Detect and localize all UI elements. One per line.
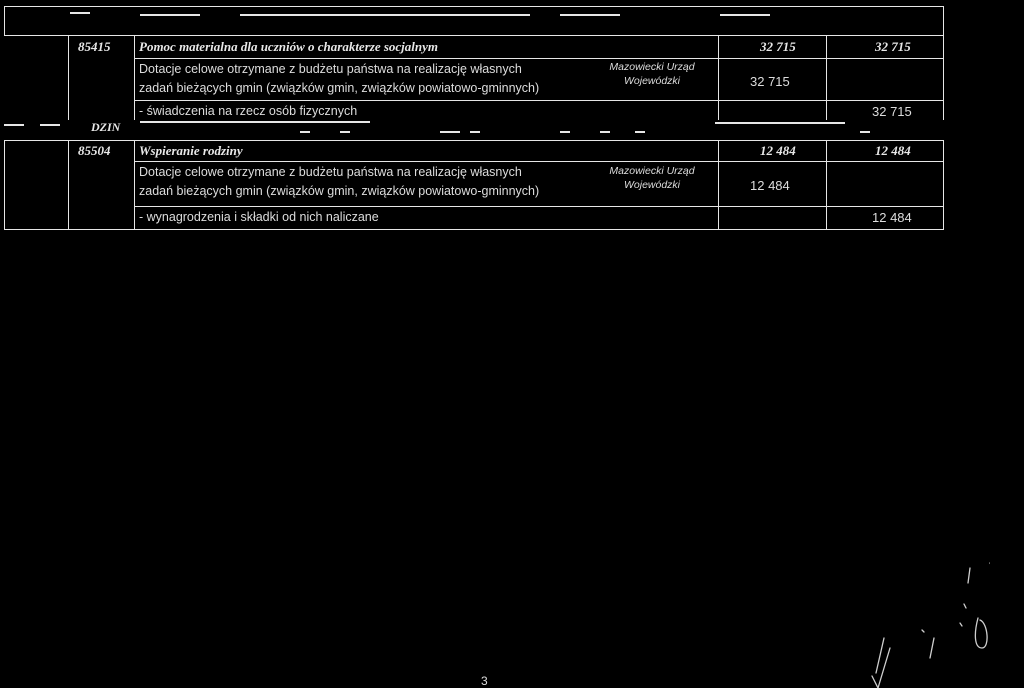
col-code-border: [134, 36, 135, 120]
table-bottom-line: [4, 229, 944, 230]
header-dash: [70, 12, 90, 14]
break-dash: [4, 124, 24, 126]
col-code-border: [134, 140, 135, 230]
section-title: Pomoc materialna dla uczniów o charakterze socjalnym: [139, 39, 439, 54]
section-total: 32 715: [760, 39, 796, 54]
break-dash: [715, 122, 845, 124]
break-dash: [340, 131, 350, 133]
description-line: Dotacje celowe otrzymane z budżetu państwa na realizację własnych: [139, 165, 522, 179]
expense-value: 32 715: [872, 104, 912, 119]
header-fragment: DZIN: [91, 120, 121, 134]
top-right-edge: [943, 6, 944, 36]
col-value-border: [826, 140, 827, 230]
section-total: 12 484: [760, 143, 796, 158]
top-border: [4, 6, 944, 7]
break-dash: [140, 121, 370, 123]
source-line: Mazowiecki Urząd: [609, 61, 695, 73]
header-dash: [720, 14, 770, 16]
handwritten-signature: [870, 508, 990, 688]
row-separator: [134, 206, 944, 207]
row-separator: [134, 100, 944, 101]
description-line: zadań bieżących gmin (związków gmin, związków powiatowo-gminnych): [139, 81, 540, 95]
expense-label: - świadczenia na rzecz osób fizycznych: [139, 104, 358, 118]
break-dash: [470, 131, 480, 133]
section-top-line: [4, 140, 944, 141]
description-line: zadań bieżących gmin (związków gmin, związków powiatowo-gminnych): [139, 184, 540, 198]
source-line: Wojewódzki: [623, 179, 681, 191]
break-dash: [300, 131, 310, 133]
expense-label: - wynagrodzenia i składki od nich naliczane: [139, 210, 379, 224]
description-value: 12 484: [750, 178, 790, 193]
top-left-edge: [4, 6, 5, 36]
section-total: 32 715: [875, 39, 911, 54]
description-value: 32 715: [750, 74, 790, 89]
col-right-border: [943, 140, 944, 230]
break-dash: [635, 131, 645, 133]
expense-value: 12 484: [872, 210, 912, 225]
section-code: 85504: [78, 143, 111, 158]
header-dash: [240, 14, 530, 16]
col-value-border: [826, 36, 827, 120]
header-dash: [140, 14, 200, 16]
col-left-border: [68, 140, 69, 230]
break-dash: [40, 124, 60, 126]
break-dash: [440, 131, 460, 133]
source-line: Mazowiecki Urząd: [609, 165, 695, 177]
header-dash: [560, 14, 620, 16]
col-right-border: [943, 36, 944, 120]
row-separator: [134, 161, 944, 162]
row-separator: [134, 58, 944, 59]
page-number: 3: [481, 674, 488, 688]
break-dash: [860, 131, 870, 133]
source-line: Wojewódzki: [623, 75, 681, 87]
description-line: Dotacje celowe otrzymane z budżetu państwa na realizację własnych: [139, 62, 522, 76]
break-dash: [600, 131, 610, 133]
header-bottom-line: [4, 35, 944, 36]
section-total: 12 484: [875, 143, 911, 158]
outer-left-edge: [4, 140, 5, 230]
break-dash: [560, 131, 570, 133]
section-title: Wspieranie rodziny: [139, 143, 243, 158]
col-left-border: [68, 36, 69, 120]
section-code: 85415: [78, 39, 111, 54]
